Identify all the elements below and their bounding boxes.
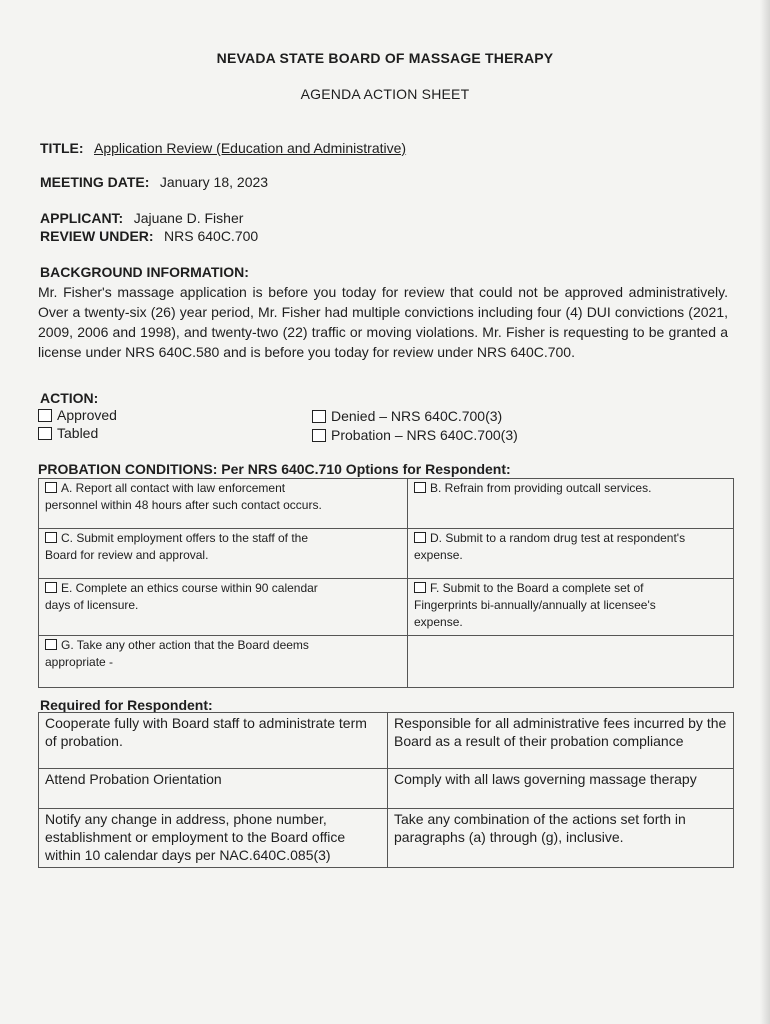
review-under-label: REVIEW UNDER:	[40, 228, 154, 244]
condition-b-text: B. Refrain from providing outcall services.	[430, 481, 652, 495]
required-cell: Attend Probation Orientation	[39, 769, 388, 809]
review-under-row	[40, 228, 258, 246]
applicant-row	[40, 210, 243, 228]
action-tabled-option[interactable]	[38, 425, 98, 441]
denied-checkbox[interactable]	[312, 410, 326, 423]
tabled-checkbox[interactable]	[38, 427, 52, 440]
title-value: Application Review (Education and Administrative)	[94, 140, 407, 156]
condition-e-checkbox[interactable]	[45, 582, 57, 593]
action-probation-option[interactable]	[312, 427, 518, 443]
meeting-date-label: MEETING DATE:	[40, 174, 150, 190]
probation-conditions-heading: PROBATION CONDITIONS: Per NRS 640C.710 Options for Respondent:	[38, 461, 511, 477]
action-approved-option[interactable]	[38, 407, 117, 423]
condition-e-text-cont: days of licensure.	[45, 598, 139, 612]
review-under-value: NRS 640C.700	[164, 228, 259, 244]
condition-a-checkbox[interactable]	[45, 482, 57, 493]
condition-c-text: C. Submit employment offers to the staff of the	[61, 531, 309, 545]
meeting-date-value: January 18, 2023	[159, 174, 269, 190]
condition-d-text: D. Submit to a random drug test at respondent's	[430, 531, 686, 545]
condition-c-cell	[39, 529, 408, 579]
tabled-label: Tabled	[57, 425, 99, 441]
condition-c-text-cont: Board for review and approval.	[45, 548, 209, 562]
background-paragraph: Mr. Fisher's massage application is before you today for review that could not be approved administratively. Over a twenty-six (26) year period, Mr. Fisher had multiple convictions including four (4) DUI convictions (2021, 2009, 2006 and 1998), and twenty-two (22) traffic or moving violations. Mr. Fisher is requesting to be granted a license under NRS 640C.580 and is before you today for review under NRS 640C.700.	[38, 284, 728, 360]
background-heading: BACKGROUND INFORMATION:	[40, 264, 249, 280]
required-table	[38, 712, 734, 868]
denied-label: Denied – NRS 640C.700(3)	[331, 408, 503, 424]
condition-f-checkbox[interactable]	[414, 582, 426, 593]
sheet-title-heading: AGENDA ACTION SHEET	[300, 86, 470, 102]
title-label: TITLE:	[40, 140, 84, 156]
condition-c-checkbox[interactable]	[45, 532, 57, 543]
meeting-date-row	[40, 174, 268, 192]
applicant-value: Jajuane D. Fisher	[133, 210, 244, 226]
table-row	[39, 529, 734, 579]
condition-g-cell	[39, 636, 408, 688]
condition-d-cell	[408, 529, 734, 579]
action-denied-option[interactable]	[312, 408, 502, 424]
empty-cell	[408, 636, 734, 688]
title-row	[40, 140, 406, 158]
required-cell: Cooperate fully with Board staff to administrate term of probation.	[39, 713, 388, 769]
approved-checkbox[interactable]	[38, 409, 52, 422]
condition-b-checkbox[interactable]	[414, 482, 426, 493]
condition-a-cell	[39, 479, 408, 529]
condition-a-text: A. Report all contact with law enforcement	[61, 481, 286, 495]
required-heading: Required for Respondent:	[40, 697, 213, 713]
condition-g-text-cont: appropriate -	[45, 655, 114, 669]
required-cell: Notify any change in address, phone number, establishment or employment to the Board office within 10 calendar days per NAC.640C.085(3)	[39, 809, 388, 868]
board-name-heading: NEVADA STATE BOARD OF MASSAGE THERAPY	[216, 50, 554, 66]
scan-edge-shadow	[760, 0, 770, 1024]
condition-g-text: G. Take any other action that the Board deems	[61, 638, 309, 652]
probation-label: Probation – NRS 640C.700(3)	[331, 427, 518, 443]
condition-f-text-cont: Fingerprints bi-annually/annually at licensee's	[414, 598, 656, 612]
table-row	[39, 769, 734, 809]
condition-d-text-cont: expense.	[414, 548, 463, 562]
condition-f-text: F. Submit to the Board a complete set of	[430, 581, 644, 595]
action-heading: ACTION:	[40, 390, 99, 406]
probation-checkbox[interactable]	[312, 429, 326, 442]
table-row	[39, 479, 734, 529]
probation-conditions-table	[38, 478, 734, 688]
condition-e-cell	[39, 579, 408, 636]
condition-f-cell	[408, 579, 734, 636]
condition-d-checkbox[interactable]	[414, 532, 426, 543]
applicant-label: APPLICANT:	[40, 210, 124, 226]
condition-b-cell	[408, 479, 734, 529]
condition-e-text: E. Complete an ethics course within 90 calendar	[61, 581, 318, 595]
condition-a-text-cont: personnel within 48 hours after such contact occurs.	[45, 498, 322, 512]
required-cell: Comply with all laws governing massage therapy	[388, 769, 734, 809]
condition-f-text-cont2: expense.	[414, 615, 463, 629]
condition-g-checkbox[interactable]	[45, 639, 57, 650]
table-row	[39, 713, 734, 769]
table-row	[39, 809, 734, 868]
required-cell: Take any combination of the actions set forth in paragraphs (a) through (g), inclusive.	[388, 809, 734, 868]
required-cell: Responsible for all administrative fees incurred by the Board as a result of their probation compliance	[388, 713, 734, 769]
table-row	[39, 636, 734, 688]
table-row	[39, 579, 734, 636]
approved-label: Approved	[57, 407, 117, 423]
